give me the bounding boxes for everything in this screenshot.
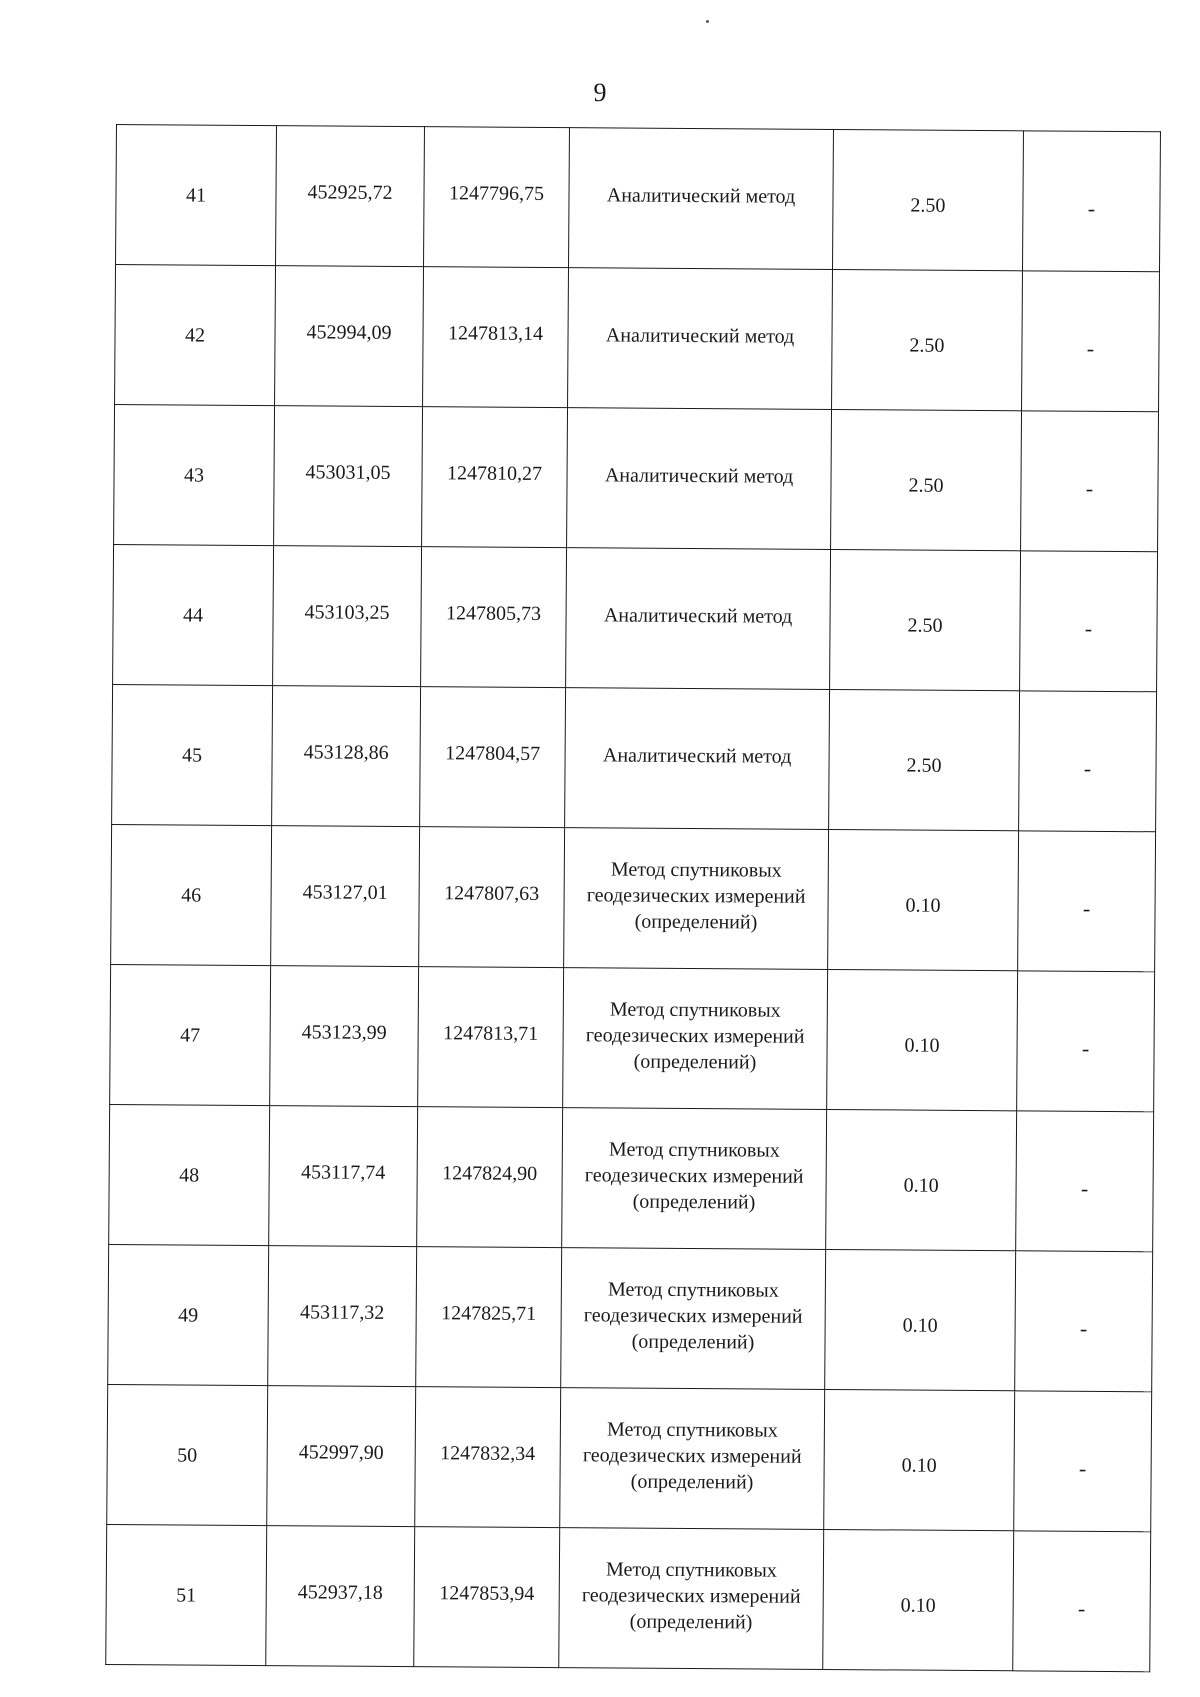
method-cell: Метод спутниковых геодезических измерений (определений) (561, 1248, 826, 1390)
precision-cell: 0.10 (826, 1109, 1017, 1250)
coordinate-y-cell: 1247810,27 (422, 407, 568, 548)
precision-cell: 2.50 (833, 130, 1024, 271)
coordinate-x-cell: 453123,99 (270, 966, 419, 1107)
point-number-cell: 48 (109, 1104, 270, 1245)
page-number: 9 (593, 78, 607, 107)
point-number-cell: 47 (110, 964, 271, 1105)
method-cell: Метод спутниковых геодезических измерений (определений) (562, 1108, 827, 1250)
note-cell: - (1019, 691, 1157, 832)
table-row (110, 964, 1155, 1111)
table-row (111, 824, 1156, 971)
precision-cell: 2.50 (829, 689, 1020, 830)
table-row (107, 1384, 1152, 1531)
method-cell: Метод спутниковых геодезических измерений (определений) (564, 828, 829, 970)
table-row (113, 544, 1158, 691)
note-cell: - (1021, 411, 1159, 552)
table-row (116, 125, 1161, 272)
table-row (108, 1244, 1153, 1391)
table-row (106, 1524, 1151, 1671)
coordinate-y-cell: 1247813,14 (423, 267, 569, 408)
method-cell: Аналитический метод (566, 548, 831, 690)
coordinate-y-cell: 1247804,57 (420, 687, 566, 828)
table-row (109, 1104, 1154, 1251)
coordinate-y-cell: 1247813,71 (418, 967, 564, 1108)
coordinate-y-cell: 1247805,73 (421, 547, 567, 688)
coordinates-table-body (106, 125, 1161, 1672)
precision-cell: 2.50 (831, 410, 1022, 551)
precision-cell: 2.50 (830, 549, 1021, 690)
note-cell: - (1018, 831, 1156, 972)
note-cell: - (1020, 551, 1158, 692)
precision-cell: 0.10 (824, 1389, 1015, 1530)
coordinates-table (105, 124, 1161, 1672)
coordinate-y-cell: 1247825,71 (416, 1247, 562, 1388)
table-row (112, 684, 1157, 831)
method-cell: Аналитический метод (567, 408, 832, 550)
precision-cell: 2.50 (832, 270, 1023, 411)
point-number-cell: 43 (114, 404, 275, 545)
coordinate-x-cell: 453127,01 (271, 826, 420, 967)
coordinate-x-cell: 453117,74 (269, 1106, 418, 1247)
method-cell: Метод спутниковых геодезических измерений (определений) (559, 1528, 824, 1670)
method-cell: Аналитический метод (568, 268, 833, 410)
table-row (114, 404, 1159, 551)
coordinate-y-cell: 1247796,75 (424, 127, 570, 268)
coordinate-y-cell: 1247832,34 (415, 1387, 561, 1528)
coordinate-x-cell: 452994,09 (275, 266, 424, 407)
coordinate-y-cell: 1247824,90 (417, 1107, 563, 1248)
method-cell: Метод спутниковых геодезических измерений (определений) (560, 1388, 825, 1530)
note-cell: - (1013, 1531, 1151, 1672)
coordinate-y-cell: 1247807,63 (419, 827, 565, 968)
coordinate-x-cell: 452925,72 (276, 126, 425, 267)
precision-cell: 0.10 (823, 1529, 1014, 1670)
note-cell: - (1022, 131, 1160, 272)
coordinate-x-cell: 453128,86 (272, 686, 421, 827)
method-cell: Метод спутниковых геодезических измерений (определений) (563, 968, 828, 1110)
coordinate-x-cell: 452997,90 (267, 1386, 416, 1527)
coordinate-x-cell: 453117,32 (268, 1246, 417, 1387)
coordinate-y-cell: 1247853,94 (414, 1527, 560, 1668)
point-number-cell: 46 (111, 824, 272, 965)
point-number-cell: 41 (116, 125, 277, 266)
point-number-cell: 42 (115, 265, 276, 406)
table-row (115, 265, 1160, 412)
point-number-cell: 45 (112, 684, 273, 825)
point-number-cell: 51 (106, 1524, 267, 1665)
point-number-cell: 50 (107, 1384, 268, 1525)
point-number-cell: 49 (108, 1244, 269, 1385)
precision-cell: 0.10 (827, 969, 1018, 1110)
note-cell: - (1014, 1391, 1152, 1532)
point-number-cell: 44 (113, 544, 274, 685)
note-cell: - (1015, 1251, 1153, 1392)
coordinate-x-cell: 453103,25 (273, 546, 422, 687)
note-cell: - (1016, 1111, 1154, 1252)
precision-cell: 0.10 (825, 1249, 1016, 1390)
method-cell: Аналитический метод (569, 128, 834, 270)
note-cell: - (1017, 971, 1155, 1112)
note-cell: - (1022, 271, 1160, 412)
precision-cell: 0.10 (828, 829, 1019, 970)
coordinate-x-cell: 452937,18 (266, 1526, 415, 1667)
method-cell: Аналитический метод (565, 688, 830, 830)
coordinate-x-cell: 453031,05 (274, 406, 423, 547)
scan-speck (706, 20, 709, 23)
